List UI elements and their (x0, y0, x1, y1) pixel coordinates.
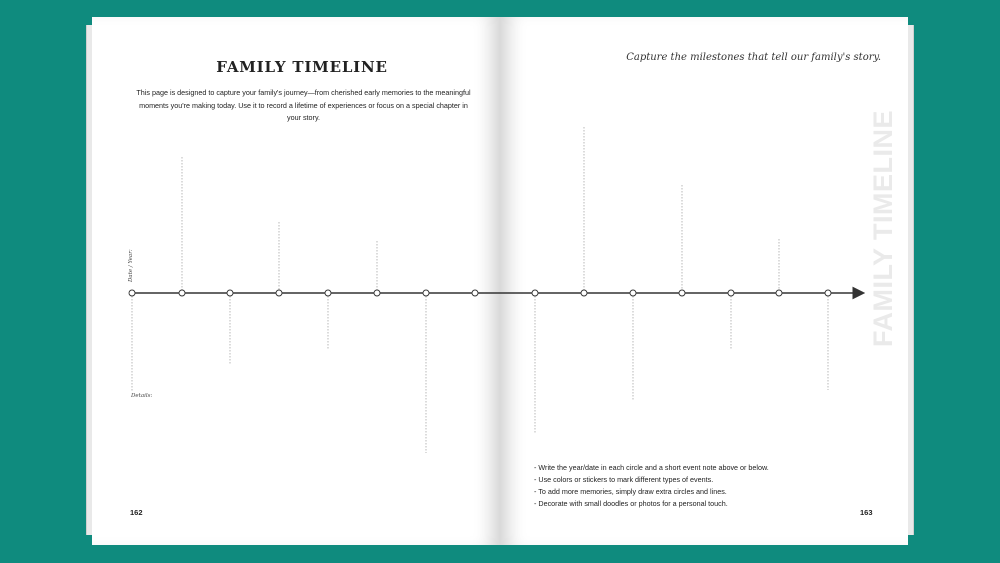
timeline (92, 17, 908, 545)
date-year-label: Date / Year: (128, 249, 134, 282)
timeline-node (581, 290, 587, 296)
open-book (92, 17, 908, 545)
timeline-node (825, 290, 831, 296)
tip-item: - Write the year/date in each circle and a short event note above or below. (534, 463, 769, 472)
intro-text: This page is designed to capture your family's journey—from cherished early memories to the meaningful moments you're making today. Use it to record a lifetime of experiences or focus on a special chapter in your story. (136, 88, 471, 122)
timeline-node (776, 290, 782, 296)
page-number-right: 163 (860, 508, 873, 517)
page-number-left: 162 (130, 508, 143, 517)
timeline-node (472, 290, 478, 296)
tip-item: - To add more memories, simply draw extra circles and lines. (534, 487, 727, 496)
tip-item: - Use colors or stickers to mark different types of events. (534, 475, 714, 484)
timeline-node (227, 290, 233, 296)
vertical-title: FAMILY TIMELINE (868, 109, 898, 347)
tagline: Capture the milestones that tell our family's story. (626, 52, 881, 63)
timeline-node (374, 290, 380, 296)
timeline-node (423, 290, 429, 296)
timeline-node (532, 290, 538, 296)
timeline-node (325, 290, 331, 296)
timeline-node (179, 290, 185, 296)
timeline-node (630, 290, 636, 296)
page-title: FAMILY TIMELINE (216, 58, 388, 76)
timeline-node (679, 290, 685, 296)
timeline-node (276, 290, 282, 296)
timeline-node (728, 290, 734, 296)
details-label: Details: (131, 393, 153, 399)
timeline-node (129, 290, 135, 296)
tip-item: - Decorate with small doodles or photos for a personal touch. (534, 499, 728, 508)
